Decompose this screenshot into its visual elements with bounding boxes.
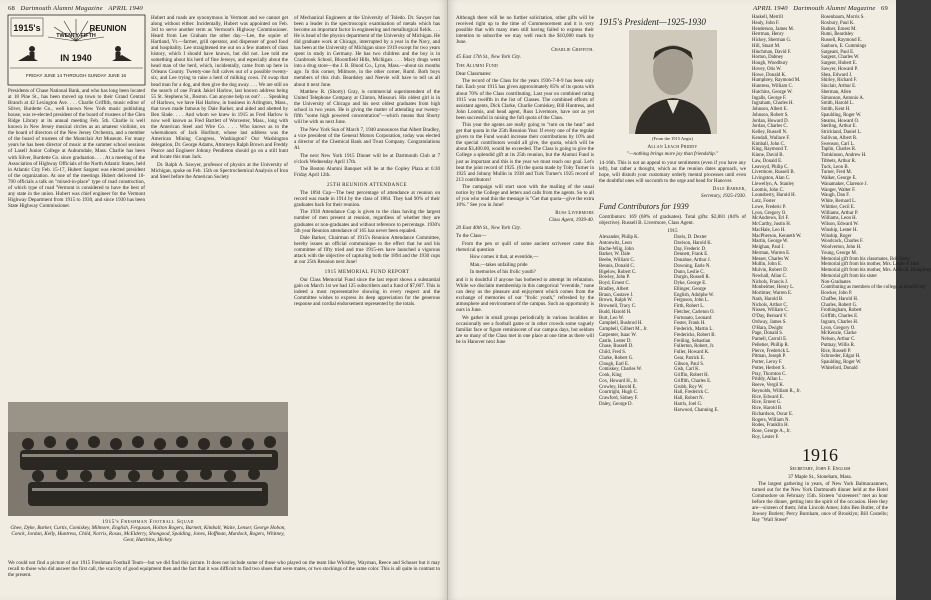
left-col3-para-4: The next New York 1915 Dinner will be at Dartmouth Club at 7 o'clock Wednesday April 17th. bbox=[294, 152, 440, 165]
contributor-name: Waugh, Dan F. bbox=[821, 193, 850, 199]
contributors-column-a bbox=[599, 235, 671, 413]
contributor-name: Nash, Harold B. bbox=[752, 296, 784, 302]
contributor-name: Pierce, Frederick L. bbox=[752, 348, 791, 354]
contributor-name: Tibbets, Arthur R. bbox=[821, 158, 857, 164]
right-magazine-title: Dartmouth Alumni Magazine bbox=[793, 5, 876, 12]
contributor-name: Porter, Leroy F. bbox=[752, 360, 783, 365]
contributor-name: Gibson, Paul S. bbox=[674, 361, 705, 367]
contributor-name: Castle, Lester D. bbox=[599, 338, 632, 344]
contributor-name: Pray, Thornton C. bbox=[752, 371, 787, 377]
contributor-name: Davis, D. Dexter bbox=[674, 235, 707, 241]
contributor-name: Chaffee, Harold H. bbox=[821, 296, 859, 302]
contributor-name: Nelson, Arthur C. bbox=[821, 337, 856, 342]
reunion-banner bbox=[8, 15, 145, 85]
contributor-name: Simonson, Antonio A. bbox=[821, 95, 865, 101]
contributor-name: Roy, Lester F. bbox=[752, 434, 780, 440]
contributor-name: Gish, Carl K. bbox=[674, 367, 700, 373]
alumni-fund-heading: The Alumni Fund bbox=[456, 63, 498, 70]
appeal-signature: Dale Barker, bbox=[712, 185, 746, 192]
contributor-name: O'Day, Bernard V. bbox=[752, 314, 788, 319]
alumni-fund-signature: Russ Livermore bbox=[555, 209, 594, 216]
left-col3-para-3: The New York Sun of March 7, 1940 announces that Albert Bradley, a vice president of the General Motors Corporation, today was elected a director of the Chemical Bank and Trust Company. Congratulations Al. bbox=[294, 126, 440, 151]
contributor-name: Ingraham, Charles H. bbox=[752, 101, 794, 107]
contributor-name: Downing, Earle N. bbox=[674, 263, 711, 269]
contributor-name: Rogers, William N. bbox=[752, 417, 790, 423]
contributor-name: Monheimer, Henry L. bbox=[752, 285, 795, 291]
contributor-name: Law, Donald E. bbox=[752, 158, 783, 164]
poem-line-3: In memories of his frolic youth? bbox=[470, 269, 536, 276]
contributor-name: Memorial gift from his mother, Mrs. Lester P. Hall bbox=[821, 262, 920, 268]
class-1916-address: 37 Maple St., Stoneham, Mass. bbox=[788, 473, 852, 480]
contributor-name: Schroeder, Edgar H. bbox=[821, 354, 861, 360]
contributor-name: Llewellyn, A. Stanley bbox=[752, 181, 795, 187]
contributor-name: Hall, Frederick C. bbox=[674, 390, 709, 396]
contributor-name: Sargent, Hubert E. bbox=[821, 61, 857, 66]
contributor-name: Donahue, Arthur J. bbox=[674, 258, 711, 264]
contributor-name: Merman, Warren E. bbox=[752, 250, 791, 256]
contributor-name: Jordan, Howard D. bbox=[752, 118, 789, 124]
banner-year: IN 1940 bbox=[60, 53, 92, 63]
contributor-name: Day, Frederic D. bbox=[674, 246, 707, 252]
contributor-name: Rosenbaum, Morris S. bbox=[821, 15, 865, 20]
contributor-name: Reeve, Vergil K. bbox=[752, 383, 785, 388]
contributor-name: Mullin, John E. bbox=[752, 262, 783, 268]
contributor-name: Shea, Edward J. bbox=[821, 72, 853, 78]
contributor-name: Fredericks, Robert B. bbox=[674, 332, 716, 338]
left-col2-para-2: Dr. Ralph A. Sawyer, professor of physics at the University of Michigan, spoke on Feb. 15th on Spectrochemical Analysis of Iron and Steel before the American Society bbox=[151, 161, 288, 180]
contributor-name: Smith, Harold L. bbox=[821, 101, 854, 107]
contributor-name: Woolverton, John H. bbox=[821, 245, 862, 250]
contributor-name: Sherman, Allen bbox=[821, 89, 852, 95]
contributor-name: Parnell, Carroll E. bbox=[752, 337, 788, 342]
contributor-name: Courtright, Hugh C. bbox=[599, 390, 639, 396]
contributor-name: Hough, Woodbury bbox=[752, 61, 788, 66]
contributor-name: Martin, George W. bbox=[752, 239, 789, 245]
contributor-name: MacHale, Leo H. bbox=[752, 227, 786, 233]
contributor-name: Sargeant, Paul E. bbox=[821, 49, 855, 55]
contributor-name: Nissen, William C. bbox=[752, 308, 789, 314]
contributor-name: Priddy, Allan L. bbox=[752, 377, 783, 383]
right-col1-address: 45 East 17th St., New York City. bbox=[456, 54, 522, 61]
contributor-name: Gear, Patrick E. bbox=[674, 355, 705, 361]
poem-para-2: We gather in small groups periodically in various localities or occasionally see a football game or in other crowds some vaguely familiar face or figure reminiscent of our campus days, but seldom are so many of the Class met in one place at one time as there will be in Hanover next June bbox=[456, 314, 594, 345]
contributor-name: Sawyer, Howard P. bbox=[821, 66, 858, 72]
contributors-list bbox=[599, 235, 746, 413]
contributor-name: Messer, Charles W. bbox=[752, 256, 790, 262]
contributor-name: Harwood, Channing E. bbox=[674, 407, 719, 413]
contributor-name: Child, Fred S. bbox=[599, 350, 627, 356]
contributor-name: Sinclair, Arthur E. bbox=[821, 84, 857, 89]
right-column-3 bbox=[752, 15, 931, 593]
contributor-name: Rudner, Ernest M. bbox=[821, 26, 857, 32]
contributor-name: Meighan, Paul J. bbox=[752, 245, 785, 250]
contributor-name: Burt, Leo W. bbox=[599, 315, 625, 321]
contributor-name: Boyd, Ernest C. bbox=[599, 281, 630, 287]
contributor-name: Livingston, Alan C. bbox=[752, 176, 791, 181]
contributor-name: Frederick, Martin L. bbox=[674, 327, 714, 333]
banner-anniversary: TWENTY-FIFTH bbox=[56, 33, 96, 39]
contributor-name: Johnson, Albert E. bbox=[752, 107, 788, 112]
contributor-name: Contributing as members of the college as beneficiary bbox=[821, 285, 926, 291]
alumni-fund-para-2: This year the agents are really going to "turn on the heat" and get that quota in the 25th Reunion Year. If every one of the regular givers to the Fund would increase their contributions by 10% and the special contributors would all give, the quota, which will be about $3,400.00, would be exceeded. The Class is going to give the College a splendid gift at its 25th reunion, but the Alumni Fund is just as important and this is the year we must reach our goal. Let's beat the joint record of 1925. (6) the quota made by Toby Turner in 1925 and Johnny Mullin in 1938 and Turk Turner's 1925 record of 213 contributors! bbox=[456, 122, 594, 183]
contributor-name: Sullivan, Albert R. bbox=[821, 135, 858, 141]
contributor-name: Horton, Dabney bbox=[752, 55, 784, 61]
contributor-name: Williams, Leon H. bbox=[821, 216, 857, 222]
contributors-year: 1915 bbox=[667, 227, 678, 234]
contributor-name: Winship, Lester H. bbox=[821, 227, 858, 233]
contributor-name: Brown, Ralph W. bbox=[599, 298, 633, 304]
contributor-name: Leavoyd, Philip C. bbox=[752, 164, 789, 170]
contributor-name: Ellinger, George bbox=[674, 286, 706, 292]
president-portrait bbox=[629, 30, 717, 134]
contributor-name: Hinchman, David F. bbox=[752, 49, 792, 55]
contributor-name: McKenzie, Clarke bbox=[821, 331, 857, 337]
contributor-name: Barker, W. Dale bbox=[599, 252, 631, 258]
left-col3-para-2: Matthew R. (Shorty) Gray, is commercial superintendent of the United Telephone Company at Clinton, Missouri. His oldest girl is in the University of Chicago and his next oldest graduates from high school in two years. He is giving the matter of attending our twenty-fifth "some high powered concentration"—which means that Shorty will be with us next June. bbox=[294, 89, 440, 126]
appeal-signature-title: Secretary, 1925-1930. bbox=[701, 193, 746, 200]
contributor-name: O'Hara, Dwight bbox=[752, 325, 783, 331]
contributor-name: Crawford, Sidney F. bbox=[599, 396, 639, 402]
poem-line-2: Man,—takes unfailing pride bbox=[470, 261, 528, 268]
contributors-heading: Fund Contributors for 1939 bbox=[599, 202, 689, 212]
contributor-name: Nichols, Francis J. bbox=[752, 279, 789, 285]
right-col1-text: Although there will be no further solicitation, other gifts will be received right up to the time of Commencement and it is very possible that with many men still having failed to express their intention to subscribe we may well reach the $10,000 mark by June. bbox=[456, 15, 594, 46]
contributor-name: Richardson, Oscar E. bbox=[752, 411, 794, 417]
right-running-head bbox=[753, 5, 888, 12]
contributor-name: Clough, Earl E. bbox=[599, 361, 630, 367]
contributor-name: Ingalls, George F. bbox=[752, 95, 787, 101]
contributor-name: Memorial gift from his sister bbox=[821, 273, 877, 279]
contributor-name: Henderson, James M. bbox=[752, 26, 794, 32]
contributor-name: Memorial gift from his mother, Mrs. Alida H. Humphrey bbox=[821, 268, 931, 273]
reunion-para-1: The 1894 Cup—The best percentage of attendance at reunion on record was made in 1914 by the class of 1864. They had 90% of their graduates back for their reunion. bbox=[294, 189, 440, 208]
contributor-name: Braun, Gustave J. bbox=[599, 292, 634, 298]
contributor-name: Hovey, Otis W. bbox=[752, 66, 782, 72]
contributor-name: Fletcher, Carleton O. bbox=[674, 309, 715, 315]
alumni-fund-address: 20 East 40th St., New York City. bbox=[456, 225, 522, 231]
banner-reunion: REUNION bbox=[89, 24, 127, 33]
president-heading: 1915's President—1925-1930 bbox=[599, 17, 706, 27]
contributor-name: Wanger, Walter F. bbox=[821, 187, 856, 193]
alumni-fund-para-1: The record of the Class for the years 1936-7-8-9 has been only fair. Each year 1915 has given approximately 85% of its quota with about 70% of the Class contributing. Last year on combined rating 1915 was twelfth in the list of Classes. The combined efforts of assistant agents, Dick Clarke, Charlie Comiskey, Bill Huntress, and John Loomis, and head agent, Russ Livermore, have not as yet been successful in raising the full quota of the Class. bbox=[456, 78, 594, 121]
contributor-name: Lowe, Frederic P. bbox=[752, 204, 787, 210]
contributor-name: Bowker, John P. bbox=[821, 291, 853, 296]
right-column-1 bbox=[456, 15, 594, 593]
contributor-name: Taplin, Charles R. bbox=[821, 147, 857, 153]
right-column-2 bbox=[599, 15, 746, 593]
contributor-name: Hall, Robert N. bbox=[674, 396, 704, 402]
contributor-name: Puttnay, Willis R. bbox=[821, 342, 856, 348]
contributor-name: Griffith, Charles E. bbox=[674, 378, 712, 384]
contributors-column-d bbox=[821, 15, 931, 441]
contributor-name: Whittier, Cecil E. bbox=[821, 204, 855, 210]
right-issue-date: APRIL 1940 bbox=[753, 5, 788, 12]
contributor-name: Davison, Harold K. bbox=[674, 240, 712, 246]
right-page-number: 69 bbox=[881, 5, 888, 12]
contributor-name: Lyon, Gregory O. bbox=[821, 325, 856, 331]
left-col2-para-1: Hubert and roads are synonymous in Vermont and we cannot get along without either. Incidentally, Hubert was appointed on Feb. 3rd to serve another term as Vermont's Highway Commissioner. Heard from Lee Graham the other day.—Lee, the squire of Hartland, Vt.—farmer, grill operator, and dispenser of good food and hospitality. Lee straightened me out on a few matters of class history, which I should have known, but did not. Lee told me something about his herd of fine Jerseys, and especially about the head man of the herd, which, incidentally, came from up here in Orleans County. Twenty-one full calves out of a possible twenty-six, and Lee trying to raise a herd of milking cows. I'd swap that head man for a dog, and then give the dog away. . . . We are still on the search of one Frank Jakiel Harlow, last known address being 55 St. Stephens St., Boston. Can anyone help us out? . . . Speaking of Harlows, we have Hal Harlow, in business in Arlington, Mass., that town made famous by Dale Barker, and aided and abetted by Ben Slade. . . . And whom we knew in 1915 as Fred Harlow is now well known as Fred Bartlett of Worcester, Mass., long with the American Steel and Wire Co. . . . Who knows as to the whereabouts of Jack Hurlburt, whose last address was the American Mining Congress, Washington? Our Washington delegation, Dr. George Adams, Attorneys Ralph Brown and Freddy Pearce and Engineer Johnny Pendleton should go on a still hunt and locate this man Jack. bbox=[151, 15, 288, 161]
contributor-name: Healy, John F. bbox=[752, 20, 780, 26]
class-1916-heading: 1916 bbox=[802, 444, 838, 465]
left-running-head bbox=[8, 5, 143, 12]
banner-class-year: 1915's bbox=[13, 23, 41, 33]
contributor-name: Antonwitz, Leon bbox=[599, 240, 632, 246]
photo-footnote: We could not find a picture of our 1915 Freshman Football Team—but we did find this picture. It does not include some of those who played on the team like Whistley, Wayman, Reece and Schuser but it may recall to those who did answer the first call, the scarcity of good equipment then and the fact that it was difficult to find two shoes that were mates, or two stockings of the same color. This is all quite in contrast to the present. bbox=[8, 560, 440, 579]
contributors-intro: Contributors: 169 (68% of graduates). Total gifts: $2,881 (84% of objective). Russell B. Livermore, Class Agent. bbox=[599, 213, 746, 226]
contributor-name: Loomis, John C. bbox=[752, 187, 785, 193]
football-squad-photo bbox=[8, 402, 288, 516]
contributor-name: Smith, Kent H. bbox=[821, 107, 851, 112]
contributor-name: Bennis, Donald C. bbox=[599, 263, 635, 269]
contributor-name: Rice, Russell P. bbox=[821, 348, 852, 354]
contributor-name: Wanamaker, Clarence J. bbox=[821, 181, 868, 187]
contributor-name: Dennett, Frank E. bbox=[674, 252, 709, 258]
contributor-name: Rice, Edward E. bbox=[752, 394, 784, 400]
contributor-name: Daley, George D. bbox=[599, 401, 633, 407]
portrait-source: (From the 1915 Aegis) bbox=[652, 136, 693, 141]
portrait-quote: "—nothing brings more joy than friendship." bbox=[626, 151, 719, 158]
contributor-name: Huntress, William C. bbox=[752, 84, 793, 89]
memorial-fund-heading: 1915 MEMORIAL FUND REPORT bbox=[324, 269, 410, 276]
contributor-name: Spaulding, Roger W. bbox=[821, 112, 862, 118]
contributor-name: Frothingham, Robert bbox=[821, 308, 862, 314]
contributor-name: Crowley, Harold E. bbox=[599, 384, 637, 390]
contributor-name: Hill, Stuart M. bbox=[752, 43, 781, 49]
right-col1-signature: Charlie Griffith. bbox=[551, 46, 594, 53]
contributor-name: Ordway, James S. bbox=[752, 319, 787, 325]
contributor-name: Haskell, Merrill bbox=[752, 15, 783, 20]
contributor-name: Turner, Fred M. bbox=[821, 170, 852, 176]
contributor-name: Memorial gift from his classmates, Bob Seely bbox=[821, 256, 910, 262]
contributor-name: Cook, King bbox=[599, 373, 622, 379]
contributor-name: Freiling, Sebastian bbox=[674, 338, 711, 344]
contributor-name: Newhall, Allan C. bbox=[752, 273, 787, 279]
reunion-attendance-heading: 25TH REUNION ATTENDANCE bbox=[327, 182, 407, 189]
contributor-name: Firth, Robert L. bbox=[674, 304, 705, 310]
contributor-name: Beebe, William C. bbox=[599, 258, 635, 264]
contributor-name: Rose, George A., Jr. bbox=[752, 429, 791, 434]
team-figures-icon bbox=[8, 402, 288, 516]
contributor-name: Griffin, Robert H. bbox=[674, 373, 709, 379]
contributor-name: English, Adolphe W. bbox=[674, 292, 715, 298]
contributor-name: Campbell, Gilbert M., Jr. bbox=[599, 327, 648, 333]
poem-line-1: How comes it that, at eventide,— bbox=[470, 254, 539, 261]
contributor-name: Kimball, John C. bbox=[752, 141, 786, 147]
contributor-name: White, Bernard L. bbox=[821, 199, 857, 204]
contributor-name: Budd, Harold H. bbox=[599, 309, 632, 315]
appeal-text: 14-16th. This is not an appeal to your sentiments (even if you have any left), but rather a thought, which as the reunion dates approach, we hope, will disturb your customary orderly mental processes until even the doubtful ones will succumb to the urge and head for Hanover. bbox=[599, 160, 746, 185]
left-column-2 bbox=[151, 15, 288, 398]
left-col1-text: Presidents of Chase National Bank, and who has long been located at 18 Pine St., has been moved up town to their Grand Central Branch at 42 Lexington Ave. . . . Charlie Griffith, music editor of Silver, Burdette Co., well known New York music publishing house, was re-elected president of the board of trustees of the Glen Ridge Library at its annual meeting Feb. 5th. Charlie is well known in New Jersey musical circles as an amateur violinist, on the board of directors of the New Jersey Orchestra, and a member of the board of trustees of the Montclair Art Museum. For many years he has been director of music at the summer school sessions of Lasell Junior College at Auburndale, Mass. Charlie has been with Silver, Burdette Co. since graduation. . . . At a meeting of the Association of Highway Officials of the North Atlantic States, held in Atlantic City Feb. 15-17, Hubert Sargent was elected president of the organization. At one of the meetings Hubert delivered 10-700 officials a talk on "mixed-in-place" type of road construction, of which type of road 'Vermont is considered to have the best of any state in the union. Hubert was chief engineer for the Vermont Highway Department from 1915 to 1930, and since 1930 has been State Highway Commissioner. bbox=[8, 88, 145, 209]
contributor-name: Bigelow, Robert C. bbox=[599, 269, 637, 275]
left-magazine-title: Dartmouth Alumni Magazine bbox=[20, 5, 103, 12]
contributor-name: Sanborn, E. Cummings bbox=[821, 43, 867, 49]
contributor-name: Roxbury, Paul K. bbox=[821, 20, 855, 26]
to-the-class: To the Class— bbox=[456, 233, 487, 240]
contributor-name: Fortunato, Leonard bbox=[674, 315, 712, 321]
contributors-column-c bbox=[752, 15, 818, 441]
reunion-banner-graphic bbox=[8, 15, 145, 85]
contributor-name: Tomkinson, Andrew H. bbox=[821, 153, 867, 158]
contributor-name: Howe, Donald K. bbox=[752, 72, 787, 78]
contributor-name: Humphrey, Raymond M. bbox=[752, 78, 801, 84]
poem-intro: From the pen or quill of some ancient scrivener came this rhetorical question bbox=[456, 240, 594, 253]
contributor-name: Chase, Russell D. bbox=[599, 344, 634, 350]
photo-caption: Ghee, Dyke, Barker, Curtis, Comiskey, Milmore, English, Ferguson, Holton Rogers, Burnett, Kimball, Waite, Lenser, George Hobon, Conck, Jordan, Kelly, Huntress, Child, Norris, Rosas, McElderry, Shongood, Spalding, Jones, Hoffman, Murdock, Rogers, Whitney, Gear, Hutchins, Hickey. bbox=[10, 525, 286, 544]
contributor-name: King, Raymond T. bbox=[752, 147, 788, 153]
contributor-name: Pitman, Joseph P. bbox=[752, 354, 786, 360]
contributor-name: Herrman, Henry bbox=[752, 32, 784, 38]
class-1916-text: The largest gathering in years, of New York Balmacaanners, turned out for the New York Dartmouth dinner held at the Hotel Commodore on February 15th. Sixteen "sixteeners" met an hour before the dinner, getting into the spirit of the occasion. Here they are—sixteen of them; John Lincoln Ames; John Ben Butler, of the Jowsey Butlers; Percy Burnham, once of Brooklyn; Bill Costello; Ray "Wall Street" bbox=[752, 481, 888, 524]
left-page bbox=[0, 0, 448, 600]
left-column-3 bbox=[294, 15, 440, 575]
left-issue-date: APRIL 1940 bbox=[108, 5, 143, 12]
contributor-name: Hutchins, George W. bbox=[752, 89, 793, 95]
contributor-name: Winship, Roger bbox=[821, 233, 852, 239]
left-column-1 bbox=[8, 15, 145, 398]
contributor-name: Carpenter, Isaac W. bbox=[599, 332, 637, 338]
contributor-name: Spaulding, Roger W. bbox=[821, 360, 862, 365]
contributor-name: Ferguson, John L. bbox=[674, 298, 709, 304]
contributors-list-continued bbox=[752, 15, 931, 441]
contributor-name: Grubb, Roy W. bbox=[674, 384, 704, 390]
contributor-name: Rodes, Franklin H. bbox=[752, 423, 789, 429]
left-col3-para-5: The Boston Alumni Banquet will be at the Copley Plaza at 6:30 Friday April 12th. bbox=[294, 166, 440, 179]
portrait-name: Allan Leach Priddy bbox=[647, 143, 698, 150]
contributor-name: Bradley, Albert bbox=[599, 286, 629, 292]
contributor-name: Tuck, Leon B. bbox=[821, 164, 849, 170]
photo-caption-block bbox=[8, 519, 288, 544]
contributor-name: McCarthy, Justin H. bbox=[752, 222, 791, 227]
contributor-name: Mulvin, Robert D. bbox=[752, 268, 788, 273]
contributor-name: Young, George M. bbox=[821, 250, 858, 256]
contributor-name: Foster, Frank H. bbox=[674, 321, 706, 327]
contributor-name: Campbell, Bushrod H. bbox=[599, 321, 643, 327]
reunion-para-2: The 1930 Attendance Cup is given to the class having the largest number of men present at reunion, regardless of whether they are graduates or non-graduates and without reference to percentage. 1930's 5th year Reunion attendance of 165 has never been equaled. bbox=[294, 209, 440, 234]
contributor-name: Cox, Howard H., Jr. bbox=[599, 378, 638, 384]
contributor-name: Russell, Raymond E. bbox=[821, 38, 862, 43]
contributor-name: Non-Graduates bbox=[821, 279, 851, 285]
photo-title: 1915's Freshman Football Squad bbox=[102, 519, 194, 525]
alumni-fund-para-3: The campaign will start soon with the mailing of the usual notice by the College and letters and calls from the agents. So to all of you who read this the message is "Get that quota—give the extra 10%." See you in June! bbox=[456, 184, 594, 209]
contributors-column-b bbox=[674, 235, 746, 413]
contributor-name: Alexander, Philip K. bbox=[599, 235, 639, 241]
contributor-name: Walker, George E. bbox=[821, 176, 857, 181]
contributor-name: Comiskey, Charles W. bbox=[599, 367, 643, 373]
contributor-name: Stearns, Howard O. bbox=[821, 118, 860, 124]
contributor-name: Fullerton, Robert, Jr. bbox=[674, 344, 715, 350]
contributor-name: Woodcock, Charles F. bbox=[821, 239, 864, 245]
contributor-name: Bache-Wiig, John bbox=[599, 246, 634, 252]
contributor-name: Fuller, Howard K. bbox=[674, 350, 710, 356]
contributor-name: Lutz, Foster bbox=[752, 199, 776, 204]
contributor-name: Dyke, George E. bbox=[674, 281, 707, 287]
contributor-name: Kelley, Russell N. bbox=[752, 130, 788, 135]
contributor-name: Whiteford, Donald bbox=[821, 365, 858, 371]
contributor-name: Page, Donald S. bbox=[752, 331, 784, 337]
contributor-name: Sterling, Arthur E. bbox=[821, 124, 857, 130]
contributor-name: Brownell, Tracy C. bbox=[599, 304, 637, 310]
contributor-name: McAndrews, Erl F. bbox=[752, 216, 790, 222]
contributor-name: Durgin, Russell R. bbox=[674, 275, 710, 281]
contributor-name: Livermore, Russell B. bbox=[752, 170, 795, 176]
contributor-name: Johnson, Robert S. bbox=[752, 112, 789, 118]
contributor-name: Wilson, Edward W. bbox=[821, 222, 859, 227]
contributor-name: Lyon, Gregory O. bbox=[752, 210, 787, 216]
alumni-fund-salutation: Dear Classmates: bbox=[456, 70, 492, 77]
contributor-name: MacPherson, Kenneth W. bbox=[752, 233, 802, 239]
contributor-name: Kinne, David B. bbox=[752, 153, 784, 158]
class-1916-secretary: Secretary, John F. English bbox=[789, 466, 851, 472]
portrait-icon bbox=[629, 30, 717, 134]
left-col3-para-1: of Mechanical Engineers at the University of Toledo. Dr. Sawyer has been a leader in the spectroscopic examination of metals which has become an important factor in engineering and metallurgical fields. . . . He is head of the physics department of the University of Michigan. He did graduate work at Chicago, interrupted by a year in the Navy, and has been at the University of Michigan since 1919 except for two years spent in study in Germany. He has two children and the boy is in Cranbrook School, Bloomfield Hills, Michigan. . . . Macy drugs went into a drug store—the J. B. Blood Co., Lynn, Mass.—about six months ago. In this corner, Milmore, in the other corner, Ruml. Both boys members of this club. Beardsley and Neevie will have to tell us all about it next June. bbox=[294, 15, 440, 88]
contributor-name: Ingram, Charles H. bbox=[821, 319, 859, 325]
contributor-name: Clarke, Robert G. bbox=[599, 355, 634, 361]
contributor-name: Nichols, Arthur C. bbox=[752, 302, 788, 308]
contributor-name: Strickland, Daniel L. bbox=[821, 130, 862, 135]
contributor-name: Rumi, Beardsley bbox=[821, 32, 854, 38]
contributor-name: Pelletier, Phillip R. bbox=[752, 342, 789, 348]
contributor-name: Jordan, Charles C. bbox=[752, 124, 788, 130]
contributor-name: Sargent, Charles W. bbox=[821, 55, 860, 61]
contributor-name: Rice, Ernest G. bbox=[752, 400, 782, 406]
contributor-name: Charles, Robert G. bbox=[821, 302, 858, 308]
right-page bbox=[448, 0, 931, 600]
reunion-para-3: Dale Barker, Chairman of 1915's Reunion Attendance Committee, hereby issues an official communique to the effect that he and his committee of fifty tried and true 1915-ers have launched a vigorous attack with the objective of capturing both the 1894 and the 1930 cups at our 25th Reunion next June! bbox=[294, 235, 440, 266]
contributor-name: Shirley, Richard F. bbox=[821, 78, 858, 84]
left-page-number: 68 bbox=[8, 5, 15, 12]
alumni-fund-signature-title: Class Agent, 1939-40. bbox=[548, 217, 594, 224]
contributor-name: Dunn, Leslie C. bbox=[674, 269, 705, 275]
contributor-name: Bowley, John P. bbox=[599, 275, 630, 281]
contributor-name: Potter, Herbert S. bbox=[752, 365, 786, 371]
contributor-name: Mortimer, Warren E. bbox=[752, 291, 793, 296]
contributor-name: Swenson, Carl L. bbox=[821, 141, 855, 147]
memorial-fund-text: Our Class Memorial Fund since the last report shows a substantial gain on March 1st we had 125 subscribers and a fund of $7,607. This is indeed a most representative showing in every respect and the Committee wishes to express its deep appreciation for the generous response and cordial endorsement represented by the totals. bbox=[294, 276, 440, 308]
contributor-name: Harris, Joel G. bbox=[674, 401, 703, 407]
contributor-name: Lounsberry, Harold H. bbox=[752, 193, 796, 199]
poem-para-1: and it is doubtful if anyone has bothered to attempt its refutation. While we disclaim membership in this categorical "eventide," none can deny us the pleasure and enjoyment which comes from the exchange of memories of our "frolic youth," refreshed by the atmosphere and environment of the campus. Such an opportunity is ours in June. bbox=[456, 276, 594, 314]
contributor-name: Kendall, Wallace F. bbox=[752, 135, 790, 141]
contributor-name: Griffith, Charles E. bbox=[821, 314, 859, 319]
contributor-name: Reynolds, William R., Jr. bbox=[752, 388, 801, 394]
banner-dates: FRIDAY JUNE 14 THROUGH SUNDAY JUNE 16 bbox=[25, 73, 127, 78]
contributor-name: Rice, Harold B. bbox=[752, 406, 783, 411]
contributor-name: Hickey, Sherman G. bbox=[752, 38, 792, 43]
contributor-name: Williams, Arthur P. bbox=[821, 210, 859, 216]
